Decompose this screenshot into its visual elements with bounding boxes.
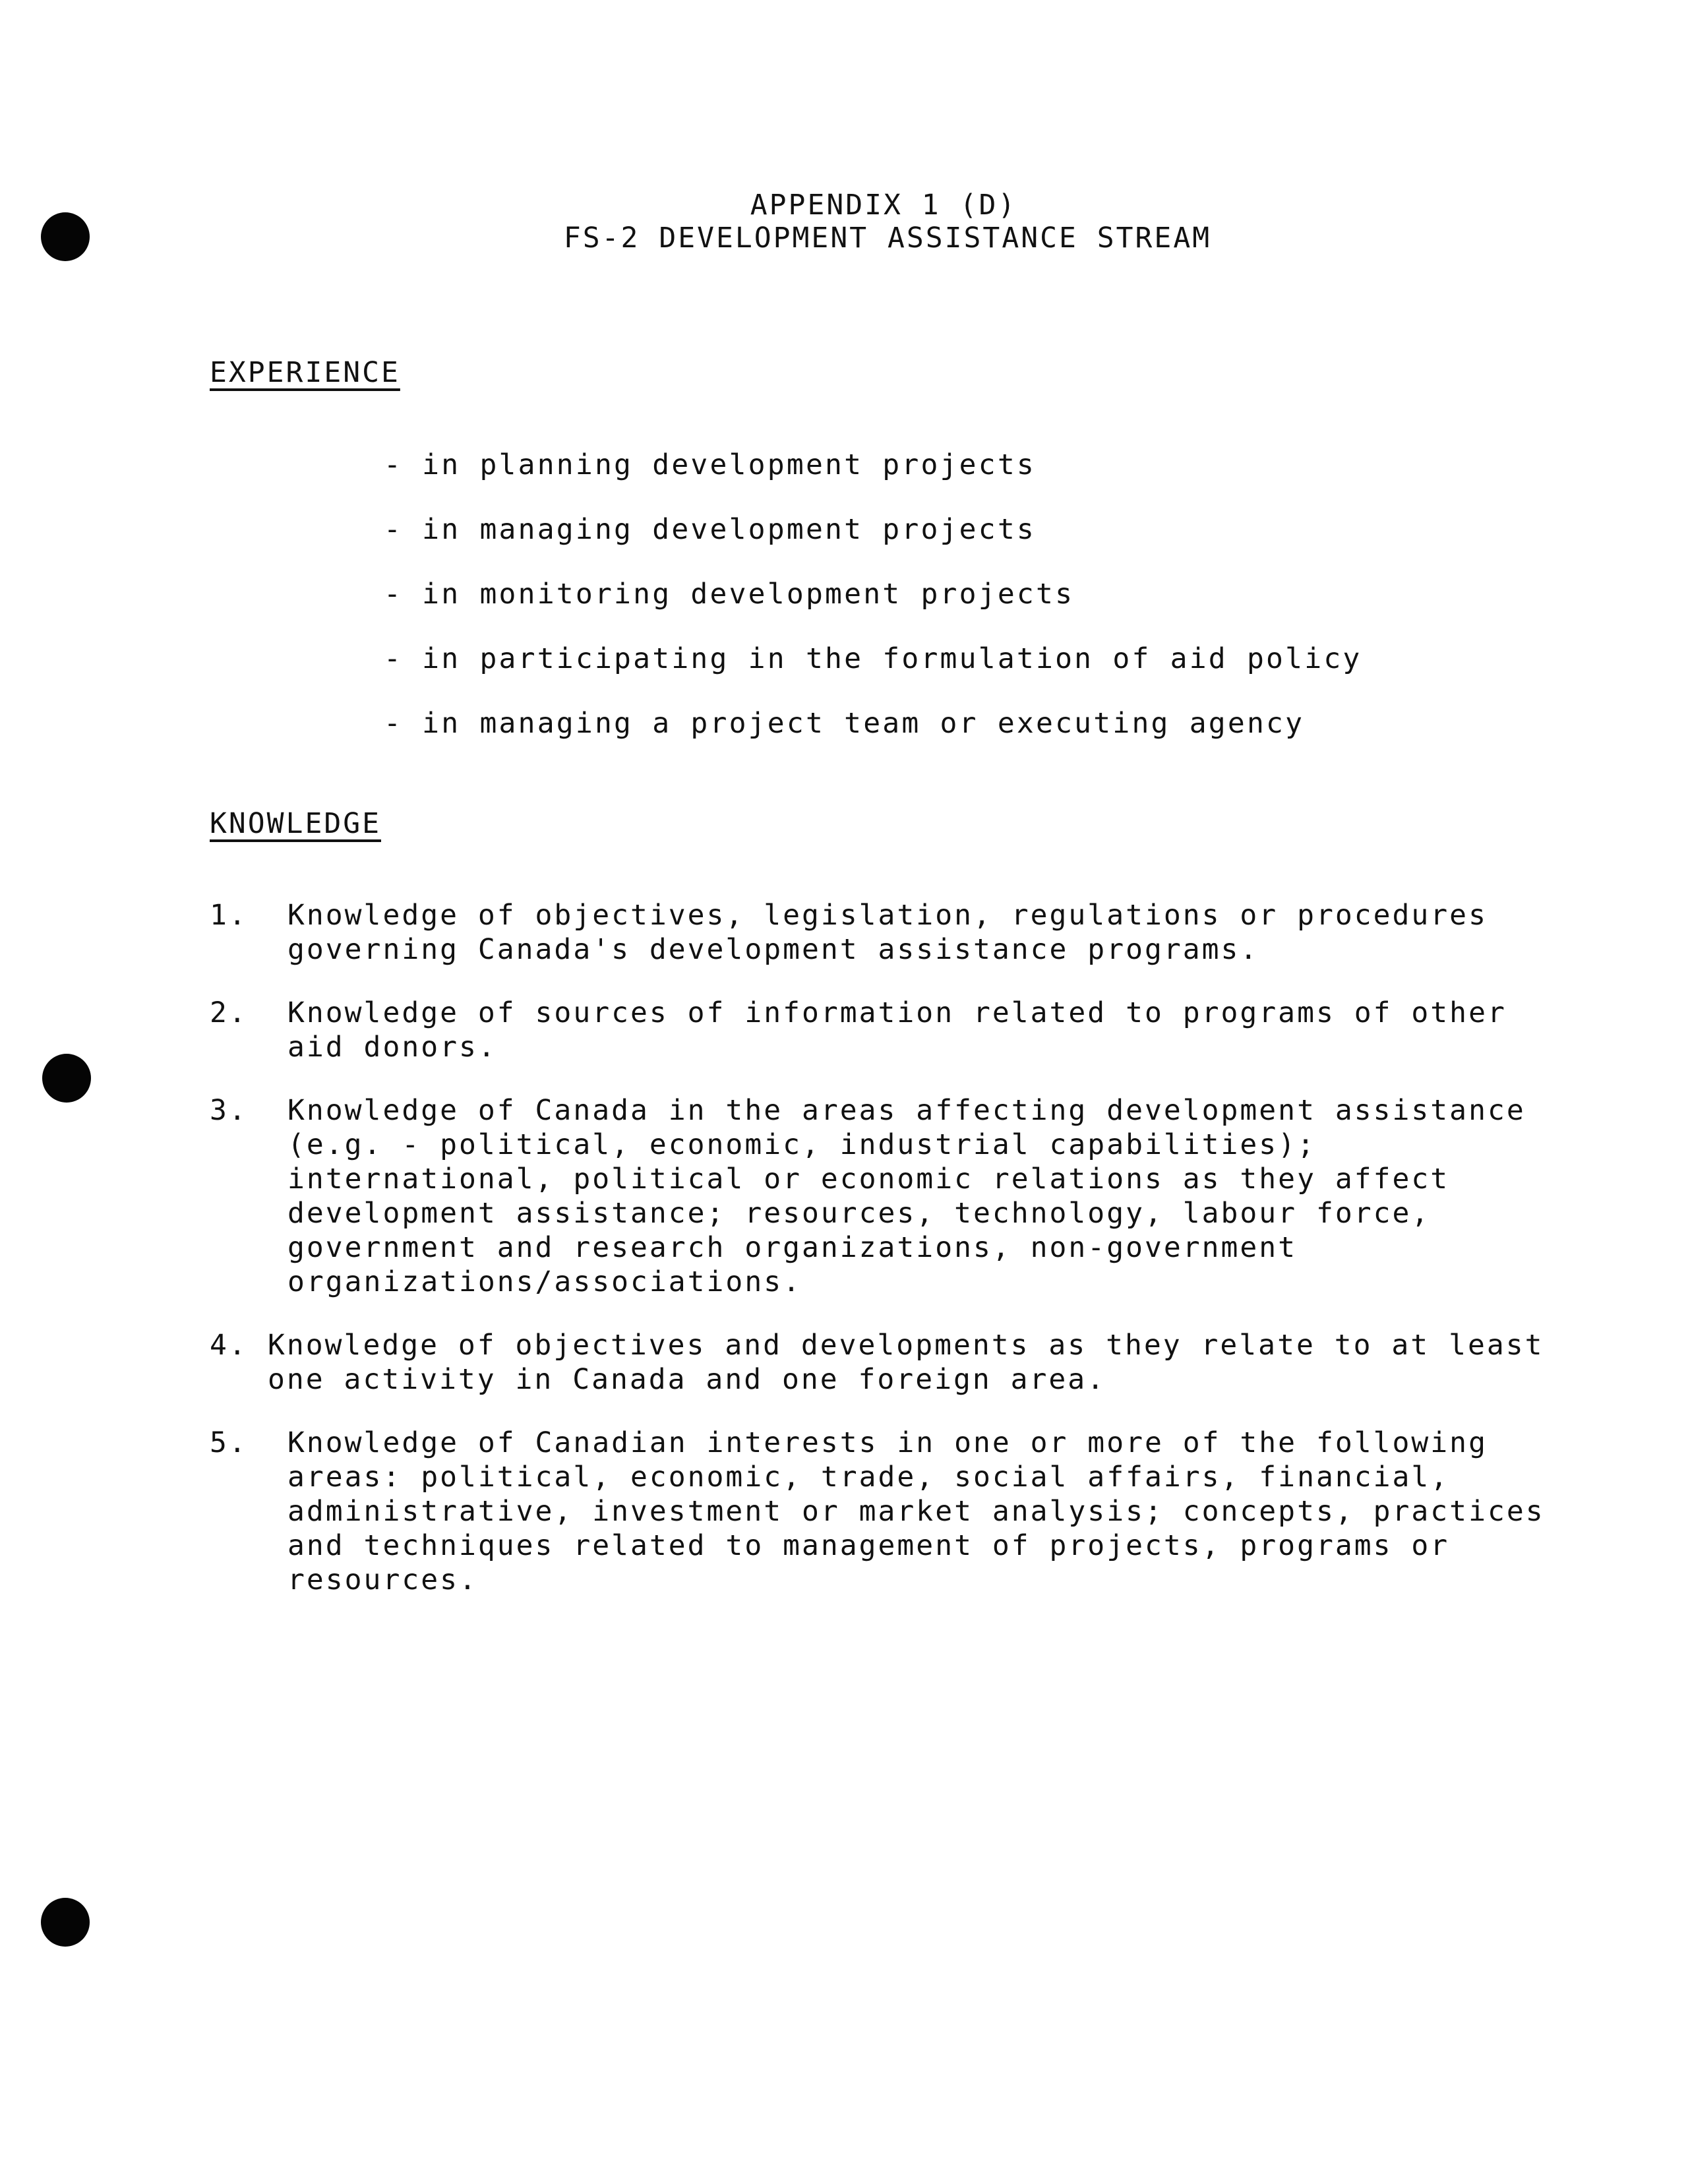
knowledge-heading: KNOWLEDGE	[210, 807, 381, 840]
knowledge-item	[210, 1093, 1581, 1299]
experience-item: - in managing development projects	[384, 513, 1036, 546]
experience-item: - in participating in the formulation of aid policy	[384, 642, 1362, 675]
document-title: FS-2 DEVELOPMENT ASSISTANCE STREAM	[563, 222, 1212, 255]
punch-hole-middle	[42, 1054, 91, 1103]
knowledge-item-text: Knowledge of Canadian interests in one or more of the following areas: political, economic, trade, social affairs, financial, administrative, investment or market analysis; concepts, practices and techniques related to management of projects, programs or resources.	[287, 1426, 1545, 1596]
knowledge-item	[210, 1328, 1581, 1397]
knowledge-item	[210, 996, 1581, 1064]
experience-item: - in managing a project team or executing agency	[384, 707, 1305, 740]
experience-list	[384, 448, 1362, 772]
punch-hole-bottom	[41, 1898, 90, 1947]
knowledge-item	[210, 1426, 1581, 1597]
knowledge-item-number: 2.	[210, 996, 248, 1029]
knowledge-item-text: Knowledge of sources of information related to programs of other aid donors.	[287, 996, 1507, 1064]
knowledge-item-text: Knowledge of Canada in the areas affecting development assistance (e.g. - political, economic, industrial capabilities); international, political or economic relations as they affect development assistance; resources, technology, labour force, government and research organizations, non-government organizations/associations.	[287, 1094, 1526, 1298]
experience-heading: EXPERIENCE	[210, 356, 400, 389]
knowledge-item-number: 5.	[210, 1426, 248, 1459]
knowledge-item-number: 4.	[210, 1329, 248, 1362]
knowledge-item	[210, 898, 1581, 967]
knowledge-item-number: 3.	[210, 1094, 248, 1127]
appendix-heading: APPENDIX 1 (D)	[750, 189, 1017, 222]
experience-item: - in planning development projects	[384, 448, 1036, 481]
knowledge-item-text: Knowledge of objectives and developments as they relate to at least one activity in Canada and one foreign area.	[268, 1329, 1544, 1396]
experience-item: - in monitoring development projects	[384, 578, 1075, 611]
knowledge-item-number: 1.	[210, 899, 248, 932]
knowledge-item-text: Knowledge of objectives, legislation, regulations or procedures governing Canada's development assistance programs.	[287, 899, 1488, 966]
knowledge-list	[210, 898, 1581, 1626]
